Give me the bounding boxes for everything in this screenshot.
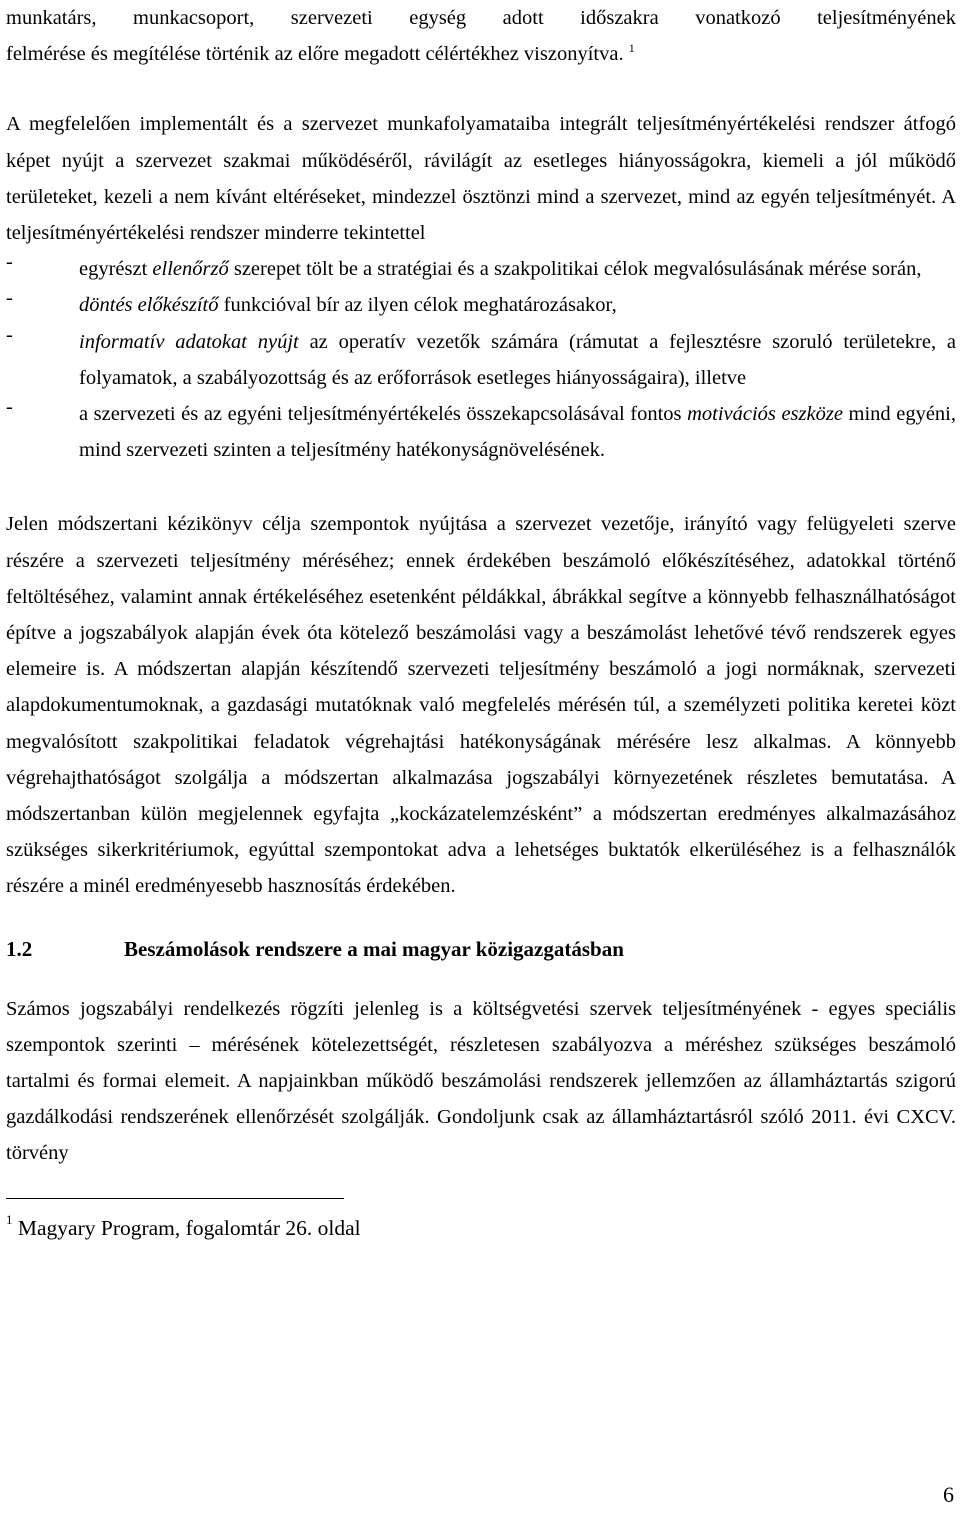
intro-line-2 <box>6 36 956 72</box>
section-title: Beszámolások rendszere a mai magyar közigazgatásban <box>124 936 624 961</box>
list-dash: - <box>6 251 13 274</box>
paragraph-performance-system: A megfelelően implementált és a szervezet munkafolyamataiba integrált teljesítményértékelési rendszer átfogó képet nyújt a szervezet szakmai működéséről, rávilágít az esetleges hiányosságokra, kiemeli a jól működő területeket, kezeli a nem kívánt eltéréseket, mindezzel ösztönzi mind a szervezet, mind az egyén teljesítményét. A teljesítményértékelési rendszer minderre tekintettel <box>6 113 956 245</box>
intro-line-1: munkatárs, munkacsoport, szervezeti egység adott időszakra vonatkozó teljesítményének <box>6 7 956 29</box>
footnote-separator <box>6 1198 344 1199</box>
list-item-text: egyrészt <box>79 258 153 281</box>
list-item-text: az operatív vezetők számára (rámutat a fejlesztésre szoruló területekre, a folyamatok, a szabályozottság és az erőforrások esetleges hiányosságaira), illetve <box>79 330 956 389</box>
list-item-emphasis: informatív adatokat nyújt <box>79 330 299 353</box>
footnote <box>6 1213 956 1243</box>
list-item-emphasis: motivációs eszköze <box>687 403 843 426</box>
function-list <box>6 251 956 468</box>
footnote-number: 1 <box>6 1211 13 1227</box>
footnote-text: Magyary Program, fogalomtár 26. oldal <box>17 1215 361 1240</box>
intro-line-2-text: felmérése és megítélése történik az előre megadott célértékhez viszonyítva. <box>6 43 624 66</box>
section-number: 1.2 <box>6 936 33 961</box>
list-item-text: funkcióval bír az ilyen célok meghatározásakor, <box>218 294 617 317</box>
list-dash: - <box>6 396 13 419</box>
list-item <box>6 251 956 287</box>
list-dash: - <box>6 287 13 310</box>
paragraph-reporting-systems: Számos jogszabályi rendelkezés rögzíti jelenleg is a költségvetési szervek teljesítményének - egyes speciális szempontok szerinti – mérésének kötelezettségét, részletesen szabályozva a méréshez szükséges beszámoló tartalmi és formai elemeit. A napjainkban működő beszámolási rendszerek jellemzően az államháztartás szigorú gazdálkodási rendszerének ellenőrzését szolgálják. Gondoljunk csak az államháztartásról szóló 2011. évi CXCV. törvény <box>6 997 956 1165</box>
list-dash: - <box>6 323 13 346</box>
section-heading <box>6 931 956 967</box>
list-item-text: szerepet tölt be a stratégiai és a szakpolitikai célok megvalósulásának mérése során, <box>228 258 922 281</box>
list-item-text: a szervezeti és az egyéni teljesítményértékelés összekapcsolásával fontos <box>79 403 688 426</box>
list-item-text: mind egyéni, mind szervezeti szinten a teljesítmény hatékonyságnövelésének. <box>79 403 956 462</box>
list-item-emphasis: döntés előkészítő <box>79 294 219 317</box>
list-item <box>6 396 956 468</box>
list-item-emphasis: ellenőrző <box>152 258 229 281</box>
footnote-reference: 1 <box>628 41 635 56</box>
list-item <box>6 324 956 396</box>
document-page <box>6 0 956 1243</box>
page-number: 6 <box>943 1482 954 1507</box>
paragraph-handbook-purpose: Jelen módszertani kézikönyv célja szempontok nyújtása a szervezet vezetője, irányító vagy felügyeleti szerve részére a szervezeti teljesítmény méréséhez; ennek érdekében beszámoló előkészítéséhez, adatokkal történő feltöltéséhez, valamint annak értékeléséhez esetenként példákkal, ábrákkal segítve a könnyebb felhasználhatóságot építve a jogszabályok alapján évek óta kötelező beszámolási vagy a beszámolást lehetővé tévő rendszerek egyes elemeire is. A módszertan alapján készítendő szervezeti teljesítmény beszámoló a jogi normáknak, szervezeti alapdokumentumoknak, a gazdasági mutatóknak való megfelelés mérésén túl, a személyzeti politika keretei közt megvalósított szakpolitikai feladatok végrehajtási hatékonyságának mérésére lesz alkalmas. A könnyebb végrehajthatóságot szolgálja a módszertan alkalmazása jogszabályi környezetének részletes bemutatása. A módszertanban külön megjelennek egyfajta „kockázatelemzésként” a módszertan eredményes alkalmazásához szükséges sikerkritériumok, egyúttal szempontokat adva a lehetséges buktatók elkerüléséhez is a felhasználók részére a minél eredményesebb hasznosítás érdekében. <box>6 513 956 898</box>
list-item <box>6 287 956 323</box>
